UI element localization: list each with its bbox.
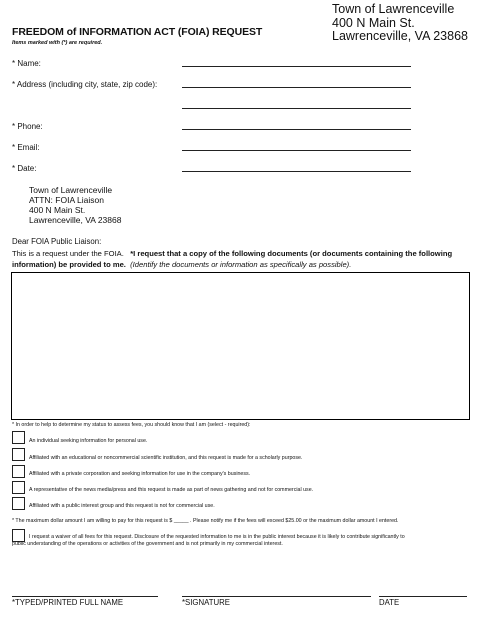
option-checkbox-public-interest[interactable] [12,497,25,510]
mailing-line: Town of Lawrenceville [29,185,113,195]
option-checkbox-personal[interactable] [12,431,25,444]
request-description-box[interactable] [11,272,470,420]
mailing-line: 400 N Main St. [29,205,86,215]
address-field-line-2[interactable] [182,108,411,109]
address-field-line-1[interactable] [182,87,411,88]
printed-name-label: *TYPED/PRINTED FULL NAME [12,598,124,607]
option-checkbox-educational[interactable] [12,448,25,461]
mailing-address [29,185,121,225]
name-label: * Name: [12,59,41,68]
fee-waiver-line-2: public understanding of the operations or activities of the government and is not primarily in my commercial interest. [12,541,283,547]
signature-label: *SIGNATURE [182,598,230,607]
intro-bold: *I request that a copy of the following documents (or documents containing the following information) be provided to me. [12,249,453,269]
option-label-personal: An individual seeking information for personal use. [29,438,148,444]
option-label-news-media: A representative of the news media/press and this request is made as part of news gathering and not for commercial use. [29,487,314,493]
signature-line[interactable] [182,596,371,597]
date-label: * Date: [12,164,37,173]
required-note: Items marked with (*) are required. [12,40,103,46]
org-address-block [332,3,468,44]
form-title: FREEDOM of INFORMATION ACT (FOIA) REQUEST [12,26,263,38]
greeting: Dear FOIA Public Liaison: [12,237,102,246]
mailing-line: Lawrenceville, VA 23868 [29,215,122,225]
max-fee-statement: * The maximum dollar amount I am willing to pay for this request is $ _____ . Please notify me if the fees will exceed $25.00 or the maximum dollar amount I entered. [12,518,399,524]
name-field[interactable] [182,66,411,67]
option-checkbox-commercial[interactable] [12,465,25,478]
option-checkbox-news-media[interactable] [12,481,25,494]
phone-label: * Phone: [12,122,43,131]
date-signature-line[interactable] [379,596,467,597]
org-name: Town of Lawrenceville [332,2,455,16]
email-label: * Email: [12,143,40,152]
email-field[interactable] [182,150,411,151]
fee-waiver-line-1: I request a waiver of all fees for this request. Disclosure of the requested information to me is in the public interest because it is likely to contribute significantly to [29,534,405,540]
mailing-line: ATTN: FOIA Liaison [29,195,104,205]
request-intro [12,249,467,270]
option-label-public-interest: Affiliated with a public interest group and this request is not for commercial use. [29,503,215,509]
date-field[interactable] [182,171,411,172]
signature-date-label: DATE [379,598,400,607]
intro-italic: (Identify the documents or information as specifically as possible). [130,259,352,269]
fee-status-prompt: * In order to help to determine my status to assess fees, you should know that I am (select - required): [12,422,251,428]
printed-name-line[interactable] [12,596,158,597]
option-label-commercial: Affiliated with a private corporation and seeking information for use in the company's business. [29,471,251,477]
option-label-educational: Affiliated with an educational or noncommercial scientific institution, and this request is made for a scholarly purpose. [29,455,303,461]
intro-plain: This is a request under the FOIA. [12,249,124,258]
phone-field[interactable] [182,129,411,130]
address-label: * Address (including city, state, zip code): [12,80,158,89]
org-city: Lawrenceville, VA 23868 [332,29,468,43]
org-street: 400 N Main St. [332,15,415,30]
